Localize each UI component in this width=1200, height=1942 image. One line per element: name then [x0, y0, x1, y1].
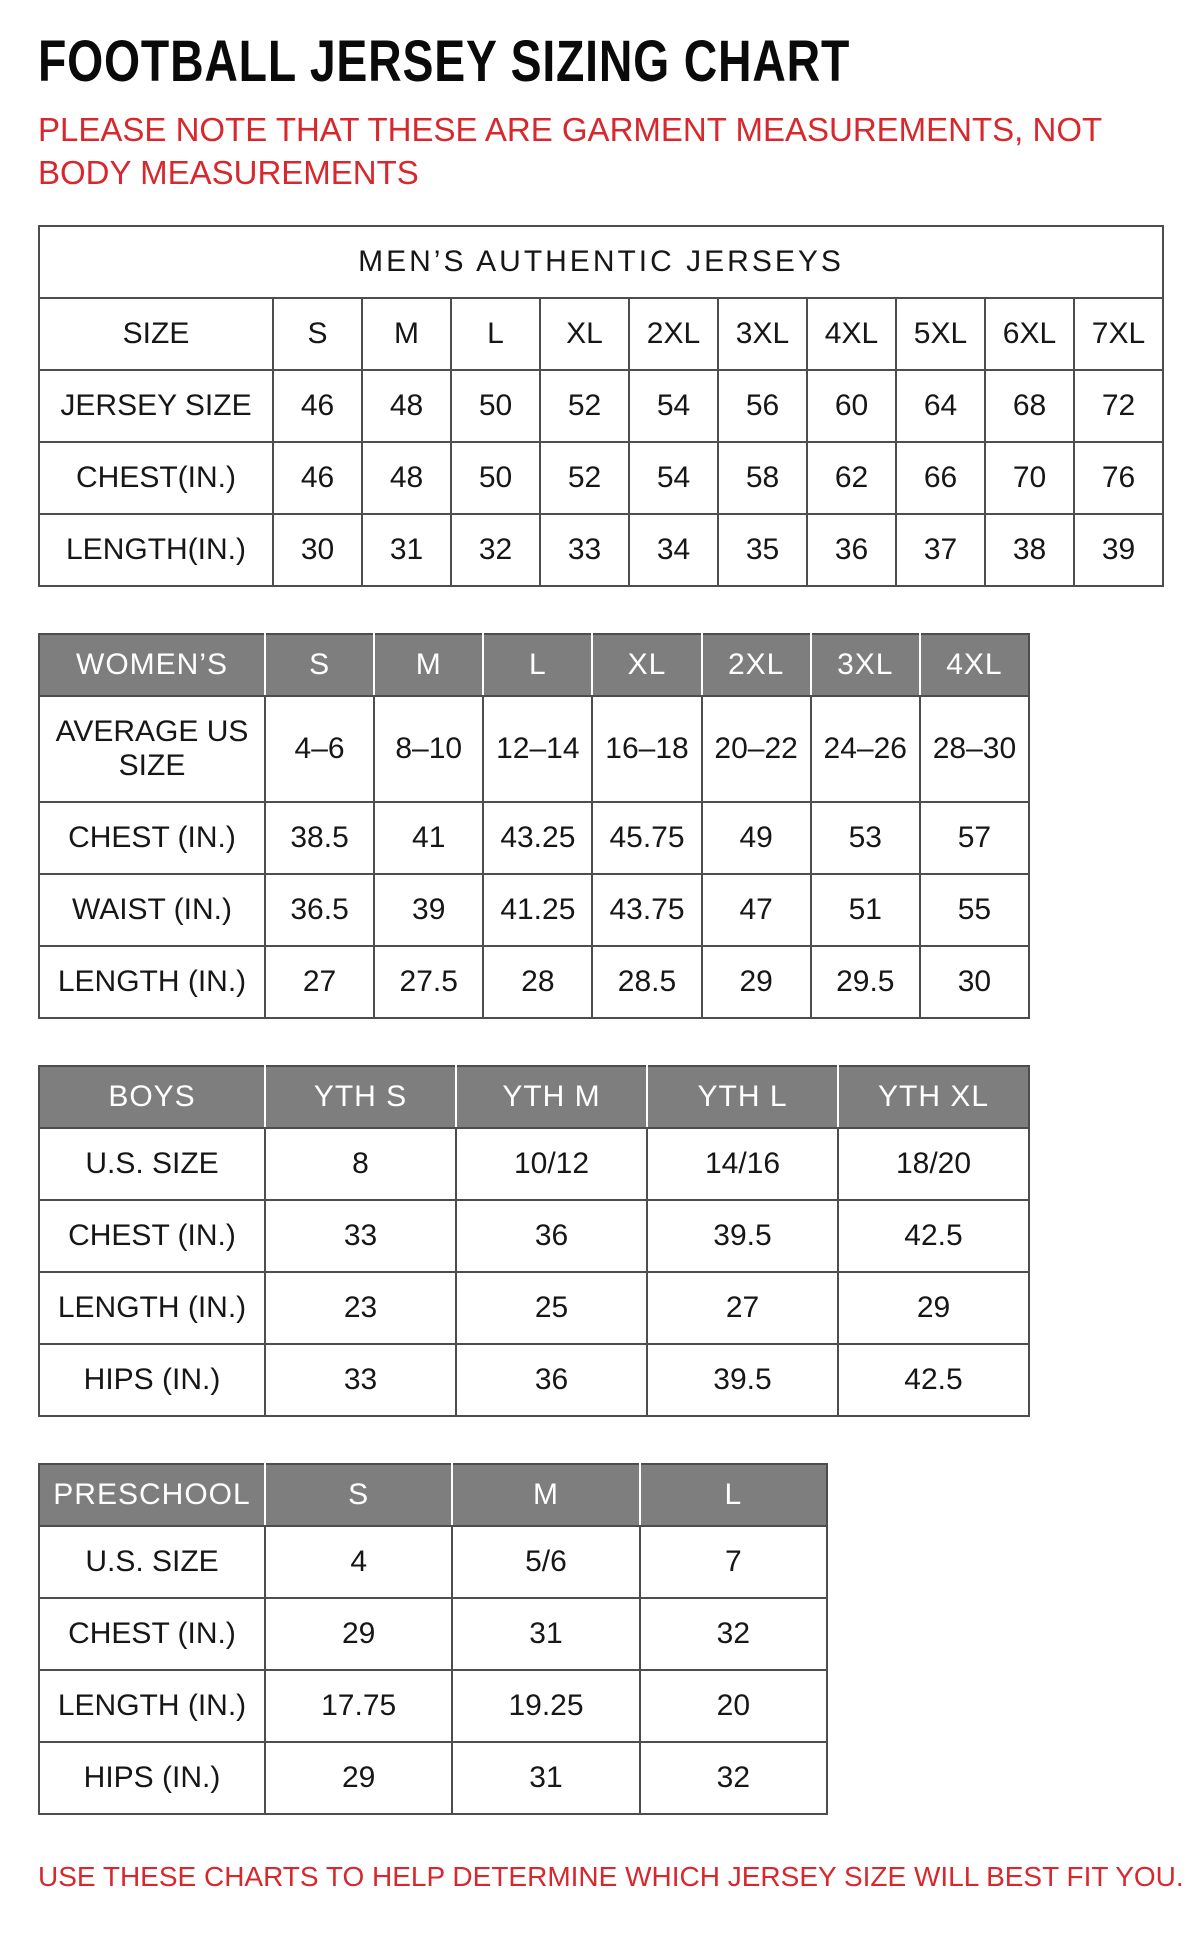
boys-header-cell: YTH S: [265, 1066, 456, 1128]
womens-cell: 29.5: [811, 946, 920, 1018]
boys-header-label: BOYS: [39, 1066, 265, 1128]
mens-cell: 76: [1074, 442, 1163, 514]
mens-cell: 39: [1074, 514, 1163, 586]
preschool-cell: 29: [265, 1598, 452, 1670]
mens-cell: 66: [896, 442, 985, 514]
mens-cell: 32: [451, 514, 540, 586]
boys-table-row: [39, 1200, 1029, 1272]
womens-row-label: CHEST (IN.): [39, 802, 265, 874]
mens-cell: 56: [718, 370, 807, 442]
mens-cell: 46: [273, 370, 362, 442]
womens-cell: 29: [702, 946, 811, 1018]
womens-cell: 20–22: [702, 696, 811, 802]
womens-cell: 57: [920, 802, 1029, 874]
mens-cell: 7XL: [1074, 298, 1163, 370]
mens-cell: 38: [985, 514, 1074, 586]
mens-cell: XL: [540, 298, 629, 370]
womens-table-row: [39, 802, 1029, 874]
footer-note: USE THESE CHARTS TO HELP DETERMINE WHICH JERSEY SIZE WILL BEST FIT YOU.: [38, 1860, 1184, 1892]
womens-row-label: AVERAGE US SIZE: [39, 696, 265, 802]
boys-cell: 33: [265, 1344, 456, 1416]
womens-cell: 28–30: [920, 696, 1029, 802]
preschool-cell: 31: [452, 1742, 639, 1814]
mens-cell: 50: [451, 370, 540, 442]
womens-cell: 24–26: [811, 696, 920, 802]
womens-table-row: [39, 946, 1029, 1018]
boys-cell: 33: [265, 1200, 456, 1272]
womens-header-cell: XL: [592, 634, 701, 696]
mens-cell: 62: [807, 442, 896, 514]
preschool-cell: 5/6: [452, 1526, 639, 1598]
mens-table-row: [39, 442, 1163, 514]
boys-row-label: CHEST (IN.): [39, 1200, 265, 1272]
mens-cell: L: [451, 298, 540, 370]
mens-cell: 52: [540, 370, 629, 442]
womens-header-cell: 4XL: [920, 634, 1029, 696]
mens-cell: 60: [807, 370, 896, 442]
boys-table-row: [39, 1128, 1029, 1200]
womens-header-cell: 2XL: [702, 634, 811, 696]
mens-cell: 4XL: [807, 298, 896, 370]
mens-cell: 58: [718, 442, 807, 514]
boys-cell: 36: [456, 1200, 647, 1272]
preschool-cell: 29: [265, 1742, 452, 1814]
preschool-cell: 7: [640, 1526, 827, 1598]
preschool-row-label: U.S. SIZE: [39, 1526, 265, 1598]
mens-cell: 33: [540, 514, 629, 586]
womens-cell: 55: [920, 874, 1029, 946]
womens-cell: 28.5: [592, 946, 701, 1018]
preschool-table-row: [39, 1670, 827, 1742]
preschool-header-cell: L: [640, 1464, 827, 1526]
boys-table-row: [39, 1344, 1029, 1416]
preschool-cell: 19.25: [452, 1670, 639, 1742]
mens-cell: 3XL: [718, 298, 807, 370]
preschool-row-label: HIPS (IN.): [39, 1742, 265, 1814]
preschool-header-cell: M: [452, 1464, 639, 1526]
mens-table-row: [39, 370, 1163, 442]
mens-cell: 72: [1074, 370, 1163, 442]
mens-cell: 70: [985, 442, 1074, 514]
mens-cell: 46: [273, 442, 362, 514]
womens-table-row: [39, 696, 1029, 802]
preschool-cell: 32: [640, 1742, 827, 1814]
boys-cell: 8: [265, 1128, 456, 1200]
page-title: FOOTBALL JERSEY SIZING CHART: [38, 29, 851, 94]
womens-cell: 27: [265, 946, 374, 1018]
womens-header-label: WOMEN’S: [39, 634, 265, 696]
mens-cell: 2XL: [629, 298, 718, 370]
preschool-cell: 20: [640, 1670, 827, 1742]
preschool-cell: 17.75: [265, 1670, 452, 1742]
womens-cell: 49: [702, 802, 811, 874]
womens-header-cell: M: [374, 634, 483, 696]
preschool-header-label: PRESCHOOL: [39, 1464, 265, 1526]
womens-table-row: [39, 874, 1029, 946]
womens-row-label: LENGTH (IN.): [39, 946, 265, 1018]
sizing-tables-container: [38, 225, 1164, 1815]
mens-cell: 30: [273, 514, 362, 586]
mens-cell: 68: [985, 370, 1074, 442]
preschool-table-row: [39, 1598, 827, 1670]
mens-table-row: [39, 514, 1163, 586]
boys-sizing-table: [38, 1065, 1030, 1417]
mens-cell: 48: [362, 442, 451, 514]
mens-row-label: CHEST(IN.): [39, 442, 273, 514]
mens-cell: 35: [718, 514, 807, 586]
womens-cell: 36.5: [265, 874, 374, 946]
boys-cell: 18/20: [838, 1128, 1029, 1200]
womens-cell: 41.25: [483, 874, 592, 946]
preschool-header-cell: S: [265, 1464, 452, 1526]
boys-cell: 14/16: [647, 1128, 838, 1200]
womens-cell: 53: [811, 802, 920, 874]
womens-header-cell: 3XL: [811, 634, 920, 696]
preschool-cell: 31: [452, 1598, 639, 1670]
boys-header-cell: YTH XL: [838, 1066, 1029, 1128]
womens-cell: 8–10: [374, 696, 483, 802]
boys-cell: 42.5: [838, 1344, 1029, 1416]
mens-cell: M: [362, 298, 451, 370]
preschool-cell: 4: [265, 1526, 452, 1598]
boys-row-label: LENGTH (IN.): [39, 1272, 265, 1344]
preschool-table-row: [39, 1526, 827, 1598]
mens-cell: 34: [629, 514, 718, 586]
boys-cell: 42.5: [838, 1200, 1029, 1272]
mens-cell: 64: [896, 370, 985, 442]
mens-cell: 52: [540, 442, 629, 514]
boys-table-row: [39, 1272, 1029, 1344]
mens-cell: 36: [807, 514, 896, 586]
boys-row-label: U.S. SIZE: [39, 1128, 265, 1200]
womens-row-label: WAIST (IN.): [39, 874, 265, 946]
mens-table-title: MEN’S AUTHENTIC JERSEYS: [39, 226, 1163, 298]
boys-cell: 36: [456, 1344, 647, 1416]
mens-cell: 50: [451, 442, 540, 514]
boys-cell: 25: [456, 1272, 647, 1344]
womens-cell: 27.5: [374, 946, 483, 1018]
preschool-row-label: LENGTH (IN.): [39, 1670, 265, 1742]
mens-cell: 54: [629, 370, 718, 442]
boys-cell: 23: [265, 1272, 456, 1344]
garment-measurements-note: PLEASE NOTE THAT THESE ARE GARMENT MEASUREMENTS, NOT BODY MEASUREMENTS: [38, 111, 1102, 191]
mens-cell: 31: [362, 514, 451, 586]
womens-cell: 12–14: [483, 696, 592, 802]
mens-cell: 5XL: [896, 298, 985, 370]
mens-row-label: SIZE: [39, 298, 273, 370]
mens-cell: 54: [629, 442, 718, 514]
boys-cell: 39.5: [647, 1344, 838, 1416]
mens-table-row: [39, 298, 1163, 370]
boys-cell: 27: [647, 1272, 838, 1344]
preschool-cell: 32: [640, 1598, 827, 1670]
mens-row-label: JERSEY SIZE: [39, 370, 273, 442]
womens-header-cell: S: [265, 634, 374, 696]
womens-cell: 43.75: [592, 874, 701, 946]
womens-cell: 43.25: [483, 802, 592, 874]
womens-cell: 30: [920, 946, 1029, 1018]
womens-cell: 39: [374, 874, 483, 946]
womens-cell: 45.75: [592, 802, 701, 874]
boys-cell: 10/12: [456, 1128, 647, 1200]
womens-cell: 51: [811, 874, 920, 946]
womens-header-cell: L: [483, 634, 592, 696]
womens-cell: 41: [374, 802, 483, 874]
boys-row-label: HIPS (IN.): [39, 1344, 265, 1416]
boys-cell: 39.5: [647, 1200, 838, 1272]
boys-header-cell: YTH L: [647, 1066, 838, 1128]
womens-cell: 4–6: [265, 696, 374, 802]
boys-header-cell: YTH M: [456, 1066, 647, 1128]
mens-sizing-table: [38, 225, 1164, 587]
womens-cell: 38.5: [265, 802, 374, 874]
preschool-table-row: [39, 1742, 827, 1814]
mens-cell: 37: [896, 514, 985, 586]
mens-row-label: LENGTH(IN.): [39, 514, 273, 586]
womens-cell: 47: [702, 874, 811, 946]
womens-cell: 16–18: [592, 696, 701, 802]
mens-cell: 6XL: [985, 298, 1074, 370]
womens-cell: 28: [483, 946, 592, 1018]
boys-cell: 29: [838, 1272, 1029, 1344]
preschool-row-label: CHEST (IN.): [39, 1598, 265, 1670]
mens-cell: S: [273, 298, 362, 370]
mens-cell: 48: [362, 370, 451, 442]
womens-sizing-table: [38, 633, 1030, 1019]
preschool-sizing-table: [38, 1463, 828, 1815]
